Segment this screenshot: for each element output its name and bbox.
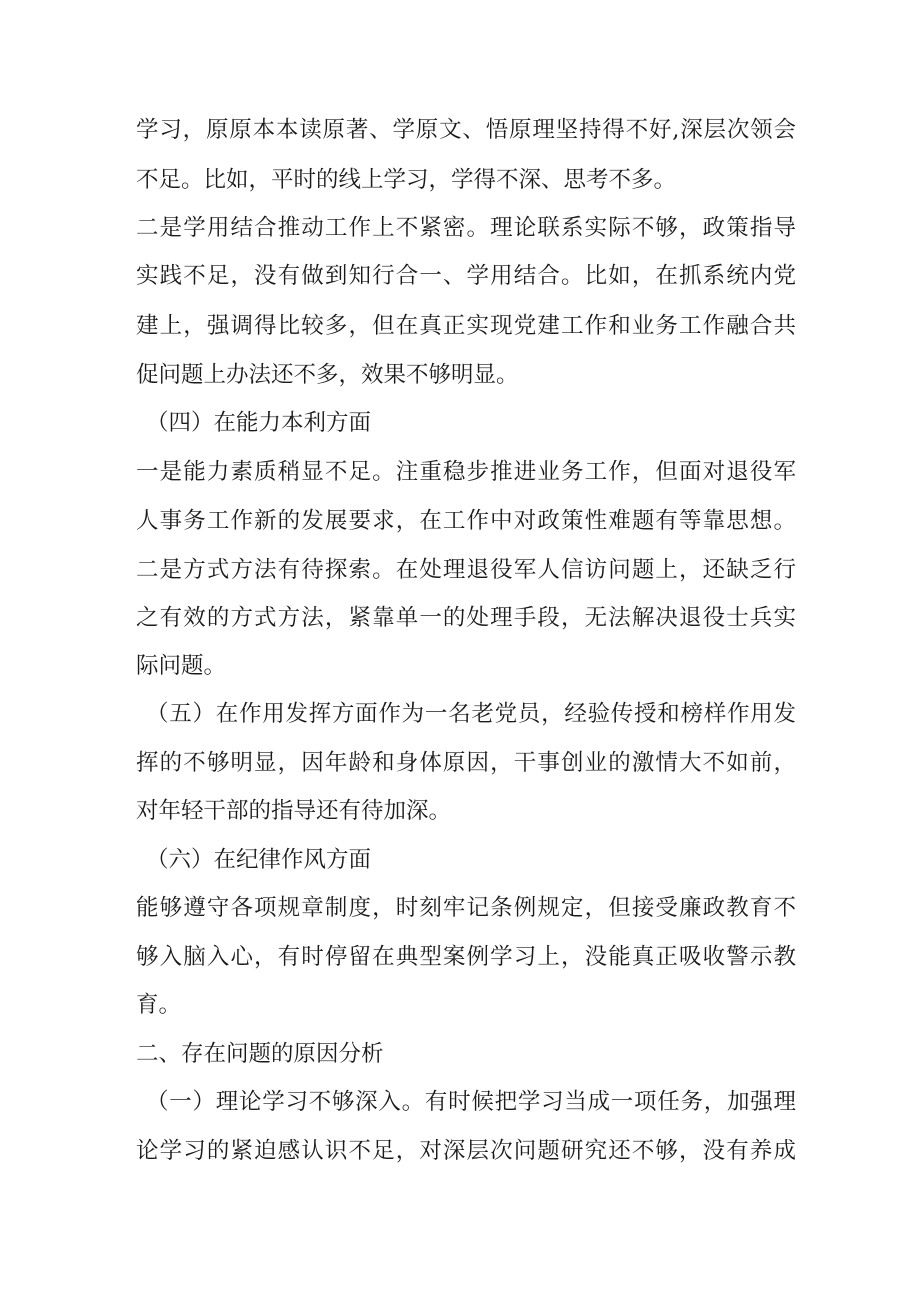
chapter-heading-2: 二、存在问题的原因分析 xyxy=(136,1041,384,1067)
text-line-15: 对年轻干部的指导还有待加深。 xyxy=(136,798,452,824)
text-line-17: 能够遵守各项规章制度，时刻牢记条例规定，但接受廉政教育不 xyxy=(136,895,796,921)
section-heading-5: （五）在作用发挥方面作为一名老党员，经验传授和榜样作用发 xyxy=(146,701,796,727)
text-line-8: 一是能力素质稍显不足。注重稳步推进业务工作，但面对退役军 xyxy=(136,459,796,485)
text-line-18: 够入脑入心，有时停留在典型案例学习上，没能真正吸收警示教 xyxy=(136,944,796,970)
text-line-10: 二是方式方法有待探索。在处理退役军人信访问题上，还缺乏行 xyxy=(136,557,796,583)
text-line-19: 育。 xyxy=(136,992,182,1018)
text-line-22: 论学习的紧迫感认识不足，对深层次问题研究还不够，没有养成 xyxy=(136,1138,796,1164)
text-line-9: 人事务工作新的发展要求，在工作中对政策性难题有等靠思想。 xyxy=(136,508,796,534)
section-heading-cause-1: （一）理论学习不够深入。有时候把学习当成一项任务，加强理 xyxy=(146,1089,796,1115)
text-line-2: 不足。比如，平时的线上学习，学得不深、思考不多。 xyxy=(136,167,677,193)
section-heading-4: （四）在能力本利方面 xyxy=(146,410,372,436)
section-heading-6: （六）在纪律作风方面 xyxy=(146,847,372,873)
text-line-4: 实践不足，没有做到知行合一、学用结合。比如，在抓系统内党 xyxy=(136,263,796,289)
text-line-1: 学习，原原本本读原著、学原文、悟原理坚持得不好,深层次领会 xyxy=(136,117,796,143)
text-line-12: 际问题。 xyxy=(136,653,227,679)
text-line-5: 建上，强调得比较多，但在真正实现党建工作和业务工作融合共 xyxy=(136,313,796,339)
text-line-3: 二是学用结合推动工作上不紧密。理论联系实际不够，政策指导 xyxy=(136,215,796,241)
text-line-14: 挥的不够明显，因年龄和身体原因，干事创业的激情大不如前， xyxy=(136,750,796,776)
text-line-6: 促问题上办法还不多，效果不够明显。 xyxy=(136,362,519,388)
text-line-11: 之有效的方式方法，紧靠单一的处理手段，无法解决退役士兵实 xyxy=(136,605,796,631)
